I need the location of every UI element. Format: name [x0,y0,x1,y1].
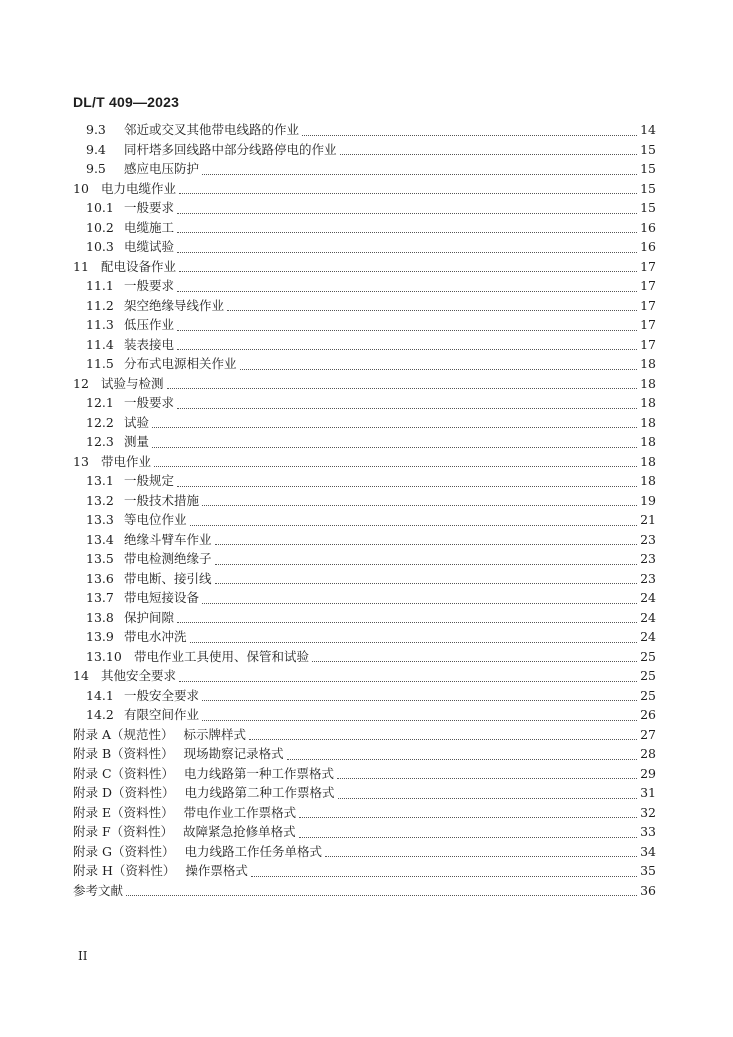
toc-entry[interactable] [70,179,656,199]
toc-entry-page: 17 [640,278,656,293]
toc-leader-dots [302,126,637,136]
toc-leader-dots [215,535,638,545]
toc-entry-number: 10.1 [86,200,114,215]
toc-leader-dots [177,613,637,623]
toc-entry-number: 附录 D（资料性） [73,785,175,800]
toc-entry[interactable] [70,198,656,218]
toc-entry[interactable] [70,315,656,335]
toc-entry-page: 35 [640,863,656,878]
toc-entry-title: 一般要求 [124,395,175,410]
toc-entry-title: 故障紧急抢修单格式 [183,824,296,839]
toc-entry[interactable] [70,725,656,745]
toc-entry-page: 23 [640,551,656,566]
toc-entry[interactable] [70,744,656,764]
toc-entry-page: 17 [640,336,656,352]
toc-leader-dots [177,243,637,253]
toc-entry-title: 配电设备作业 [101,258,177,274]
toc-entry-title: 有限空间作业 [124,707,200,722]
toc-entry-page: 26 [640,707,656,722]
toc-entry-title: 电力电缆作业 [101,180,177,196]
toc-entry-title: 一般规定 [124,473,175,488]
toc-entry[interactable] [70,588,656,608]
toc-entry-number: 11.2 [86,297,114,313]
toc-entry-title: 电力线路第一种工作票格式 [184,765,335,781]
toc-entry-page: 23 [640,531,656,547]
toc-entry-page: 18 [640,395,656,410]
toc-leader-dots [340,145,638,155]
toc-entry[interactable] [70,608,656,628]
toc-entry-page: 32 [640,804,656,820]
toc-entry-page: 18 [640,473,656,488]
toc-entry-title: 绝缘斗臂车作业 [124,531,212,547]
toc-entry-number: 10 [73,180,89,196]
toc-entry-page: 18 [640,414,656,430]
toc-entry[interactable] [70,257,656,277]
toc-entry[interactable] [70,686,656,706]
toc-entry-number: 12.2 [86,414,114,430]
toc-entry-title: 分布式电源相关作业 [124,356,237,371]
toc-entry[interactable] [70,432,656,452]
toc-leader-dots [337,769,637,779]
toc-entry-number: 附录 C（资料性） [73,765,175,781]
toc-entry-number: 10.3 [86,239,114,254]
toc-entry-number: 附录 A（规范性） [73,726,174,742]
toc-entry-title: 操作票格式 [185,863,248,878]
toc-entry-number: 14.1 [86,687,114,703]
toc-entry-page: 28 [640,746,656,761]
toc-leader-dots [215,555,638,565]
toc-entry-number: 11.5 [86,356,114,371]
toc-entry-page: 25 [640,648,656,664]
toc-entry-title: 感应电压防护 [124,161,200,176]
toc-leader-dots [190,516,638,526]
toc-entry-page: 24 [640,629,656,644]
toc-entry-title: 带电水冲洗 [124,629,187,644]
toc-entry-title: 装表接电 [124,336,175,352]
toc-entry[interactable] [70,549,656,569]
toc-entry-title: 一般技术措施 [124,492,200,508]
toc-entry-title: 带电检测绝缘子 [124,551,212,566]
toc-entry-page: 15 [640,161,656,176]
page-number: II [78,949,88,963]
toc-entry-title: 标示牌样式 [183,726,247,742]
toc-entry-page: 18 [640,375,656,391]
toc-leader-dots [202,496,637,506]
toc-leader-dots [177,282,637,292]
toc-entry-title: 其他安全要求 [101,668,177,683]
toc-entry-number: 附录 G（资料性） [73,843,175,859]
toc-entry-title: 架空绝缘导线作业 [124,297,225,313]
toc-entry-title: 保护间隙 [124,609,175,625]
toc-entry-title: 同杆塔多回线路中部分线路停电的作业 [124,141,337,157]
toc-entry-number: 附录 F（资料性） [73,824,174,839]
toc-leader-dots [202,594,637,604]
toc-entry-page: 16 [640,239,656,254]
toc-leader-dots [177,204,637,214]
toc-leader-dots [202,691,637,701]
toc-entry-title: 带电断、接引线 [124,570,212,586]
toc-entry[interactable] [70,276,656,296]
toc-entry-number: 9.3 [86,122,106,137]
toc-entry-title: 邻近或交叉其他带电线路的作业 [124,122,300,137]
toc-entry-page: 25 [640,687,656,703]
toc-leader-dots [338,789,638,799]
toc-entry-page: 17 [640,258,656,274]
toc-leader-dots [312,652,637,662]
toc-entry-title: 测量 [124,434,150,449]
toc-entry[interactable] [70,140,656,160]
toc-entry[interactable] [70,159,656,179]
toc-leader-dots [227,301,637,311]
toc-leader-dots [179,184,637,194]
toc-entry-page: 15 [640,200,656,215]
toc-entry-number: 附录 E（资料性） [73,804,174,820]
toc-leader-dots [152,418,637,428]
toc-entry[interactable] [70,647,656,667]
toc-entry-page: 25 [640,668,656,683]
toc-entry-page: 24 [640,609,656,625]
toc-entry-number: 13.3 [86,512,114,527]
toc-entry[interactable] [70,627,656,647]
toc-entry-number: 附录 H（资料性） [73,863,176,878]
toc-leader-dots [325,847,637,857]
toc-entry-title: 低压作业 [124,317,175,332]
toc-leader-dots [287,750,637,760]
toc-leader-dots [179,262,637,272]
toc-leader-dots [249,730,637,740]
toc-entry-title: 电缆试验 [124,239,175,254]
toc-entry-title: 电力线路工作任务单格式 [184,843,322,859]
toc-entry-number: 13.10 [86,648,122,664]
toc-entry-title: 现场勘察记录格式 [183,746,284,761]
toc-entry[interactable] [70,471,656,491]
toc-entry-number: 13.8 [86,609,114,625]
toc-entry-number: 9.4 [86,141,106,157]
toc-entry-title: 试验 [124,414,150,430]
toc-entry-page: 18 [640,434,656,449]
toc-leader-dots [202,711,637,721]
toc-entry[interactable] [70,822,656,842]
toc-entry-title: 试验与检测 [101,375,164,391]
toc-entry[interactable] [70,296,656,316]
toc-entry-page: 16 [640,219,656,235]
toc-entry-page: 27 [640,726,656,742]
toc-entry-page: 15 [640,141,656,157]
toc-entry-number: 11.3 [86,317,114,332]
toc-entry-number: 14.2 [86,707,114,722]
toc-entry-number: 13.9 [86,629,114,644]
document-code-header: DL/T 409—2023 [73,94,180,110]
toc-leader-dots [167,379,638,389]
toc-entry-page: 17 [640,317,656,332]
toc-entry-page: 18 [640,453,656,469]
toc-entry-page: 14 [640,122,656,137]
toc-entry-page: 21 [640,512,656,527]
toc-entry[interactable] [70,335,656,355]
toc-entry-page: 18 [640,356,656,371]
toc-entry-page: 34 [640,843,656,859]
toc-entry-title: 一般安全要求 [124,687,200,703]
toc-entry[interactable] [70,705,656,725]
toc-entry[interactable] [70,218,656,238]
toc-entry-number: 13.2 [86,492,114,508]
toc-entry-number: 12 [73,375,89,391]
toc-entry-number: 13.7 [86,590,114,605]
toc-entry-title: 参考文献 [73,882,124,898]
toc-entry-number: 附录 B（资料性） [73,746,174,761]
toc-entry-number: 13.6 [86,570,114,586]
toc-entry[interactable] [70,530,656,550]
toc-leader-dots [251,867,637,877]
toc-leader-dots [240,360,638,370]
toc-entry-number: 10.2 [86,219,114,235]
toc-entry-title: 带电作业工具使用、保管和试验 [134,648,310,664]
toc-leader-dots [177,477,637,487]
toc-leader-dots [152,438,637,448]
toc-entry[interactable] [70,666,656,686]
toc-entry-page: 19 [640,492,656,508]
toc-entry[interactable] [70,413,656,433]
toc-entry-title: 带电短接设备 [124,590,200,605]
toc-entry-title: 带电作业 [101,453,152,469]
toc-entry-number: 11.1 [86,278,114,293]
toc-leader-dots [190,633,638,643]
toc-entry-page: 23 [640,570,656,586]
toc-entry-page: 31 [640,785,656,800]
toc-entry-number: 13 [73,453,89,469]
toc-entry-page: 24 [640,590,656,605]
table-of-contents [70,120,656,900]
toc-leader-dots [154,457,637,467]
toc-entry-number: 13.4 [86,531,114,547]
toc-leader-dots [126,886,637,896]
toc-entry-number: 11 [73,258,89,274]
toc-entry-page: 36 [640,882,656,898]
toc-entry-number: 11.4 [86,336,114,352]
toc-entry[interactable] [70,491,656,511]
toc-entry[interactable] [70,881,656,901]
toc-entry-title: 一般要求 [124,278,175,293]
toc-entry[interactable] [70,120,656,140]
toc-entry-title: 带电作业工作票格式 [183,804,297,820]
toc-entry-page: 17 [640,297,656,313]
toc-entry[interactable] [70,569,656,589]
toc-entry-number: 13.5 [86,551,114,566]
toc-entry-number: 12.3 [86,434,114,449]
toc-entry-number: 12.1 [86,395,114,410]
toc-entry[interactable] [70,861,656,881]
toc-entry-page: 29 [640,765,656,781]
toc-leader-dots [299,828,637,838]
toc-entry[interactable] [70,803,656,823]
toc-leader-dots [215,574,638,584]
toc-entry[interactable] [70,842,656,862]
toc-entry-title: 一般要求 [124,200,175,215]
toc-entry-title: 电力线路第二种工作票格式 [184,785,335,800]
toc-entry-title: 电缆施工 [124,219,175,235]
toc-entry-page: 15 [640,180,656,196]
toc-entry[interactable] [70,393,656,413]
toc-leader-dots [202,165,637,175]
toc-entry-title: 等电位作业 [124,512,187,527]
toc-entry[interactable] [70,237,656,257]
toc-leader-dots [179,672,637,682]
toc-entry[interactable] [70,374,656,394]
toc-entry-page: 33 [640,824,656,839]
toc-entry-number: 9.5 [86,161,106,176]
toc-entry-number: 14 [73,668,89,683]
toc-leader-dots [177,399,637,409]
toc-entry[interactable] [70,764,656,784]
toc-entry-number: 13.1 [86,473,114,488]
toc-leader-dots [177,223,637,233]
toc-entry[interactable] [70,510,656,530]
toc-entry[interactable] [70,783,656,803]
toc-leader-dots [177,321,637,331]
toc-leader-dots [177,340,637,350]
toc-entry[interactable] [70,354,656,374]
toc-entry[interactable] [70,452,656,472]
toc-leader-dots [299,808,637,818]
